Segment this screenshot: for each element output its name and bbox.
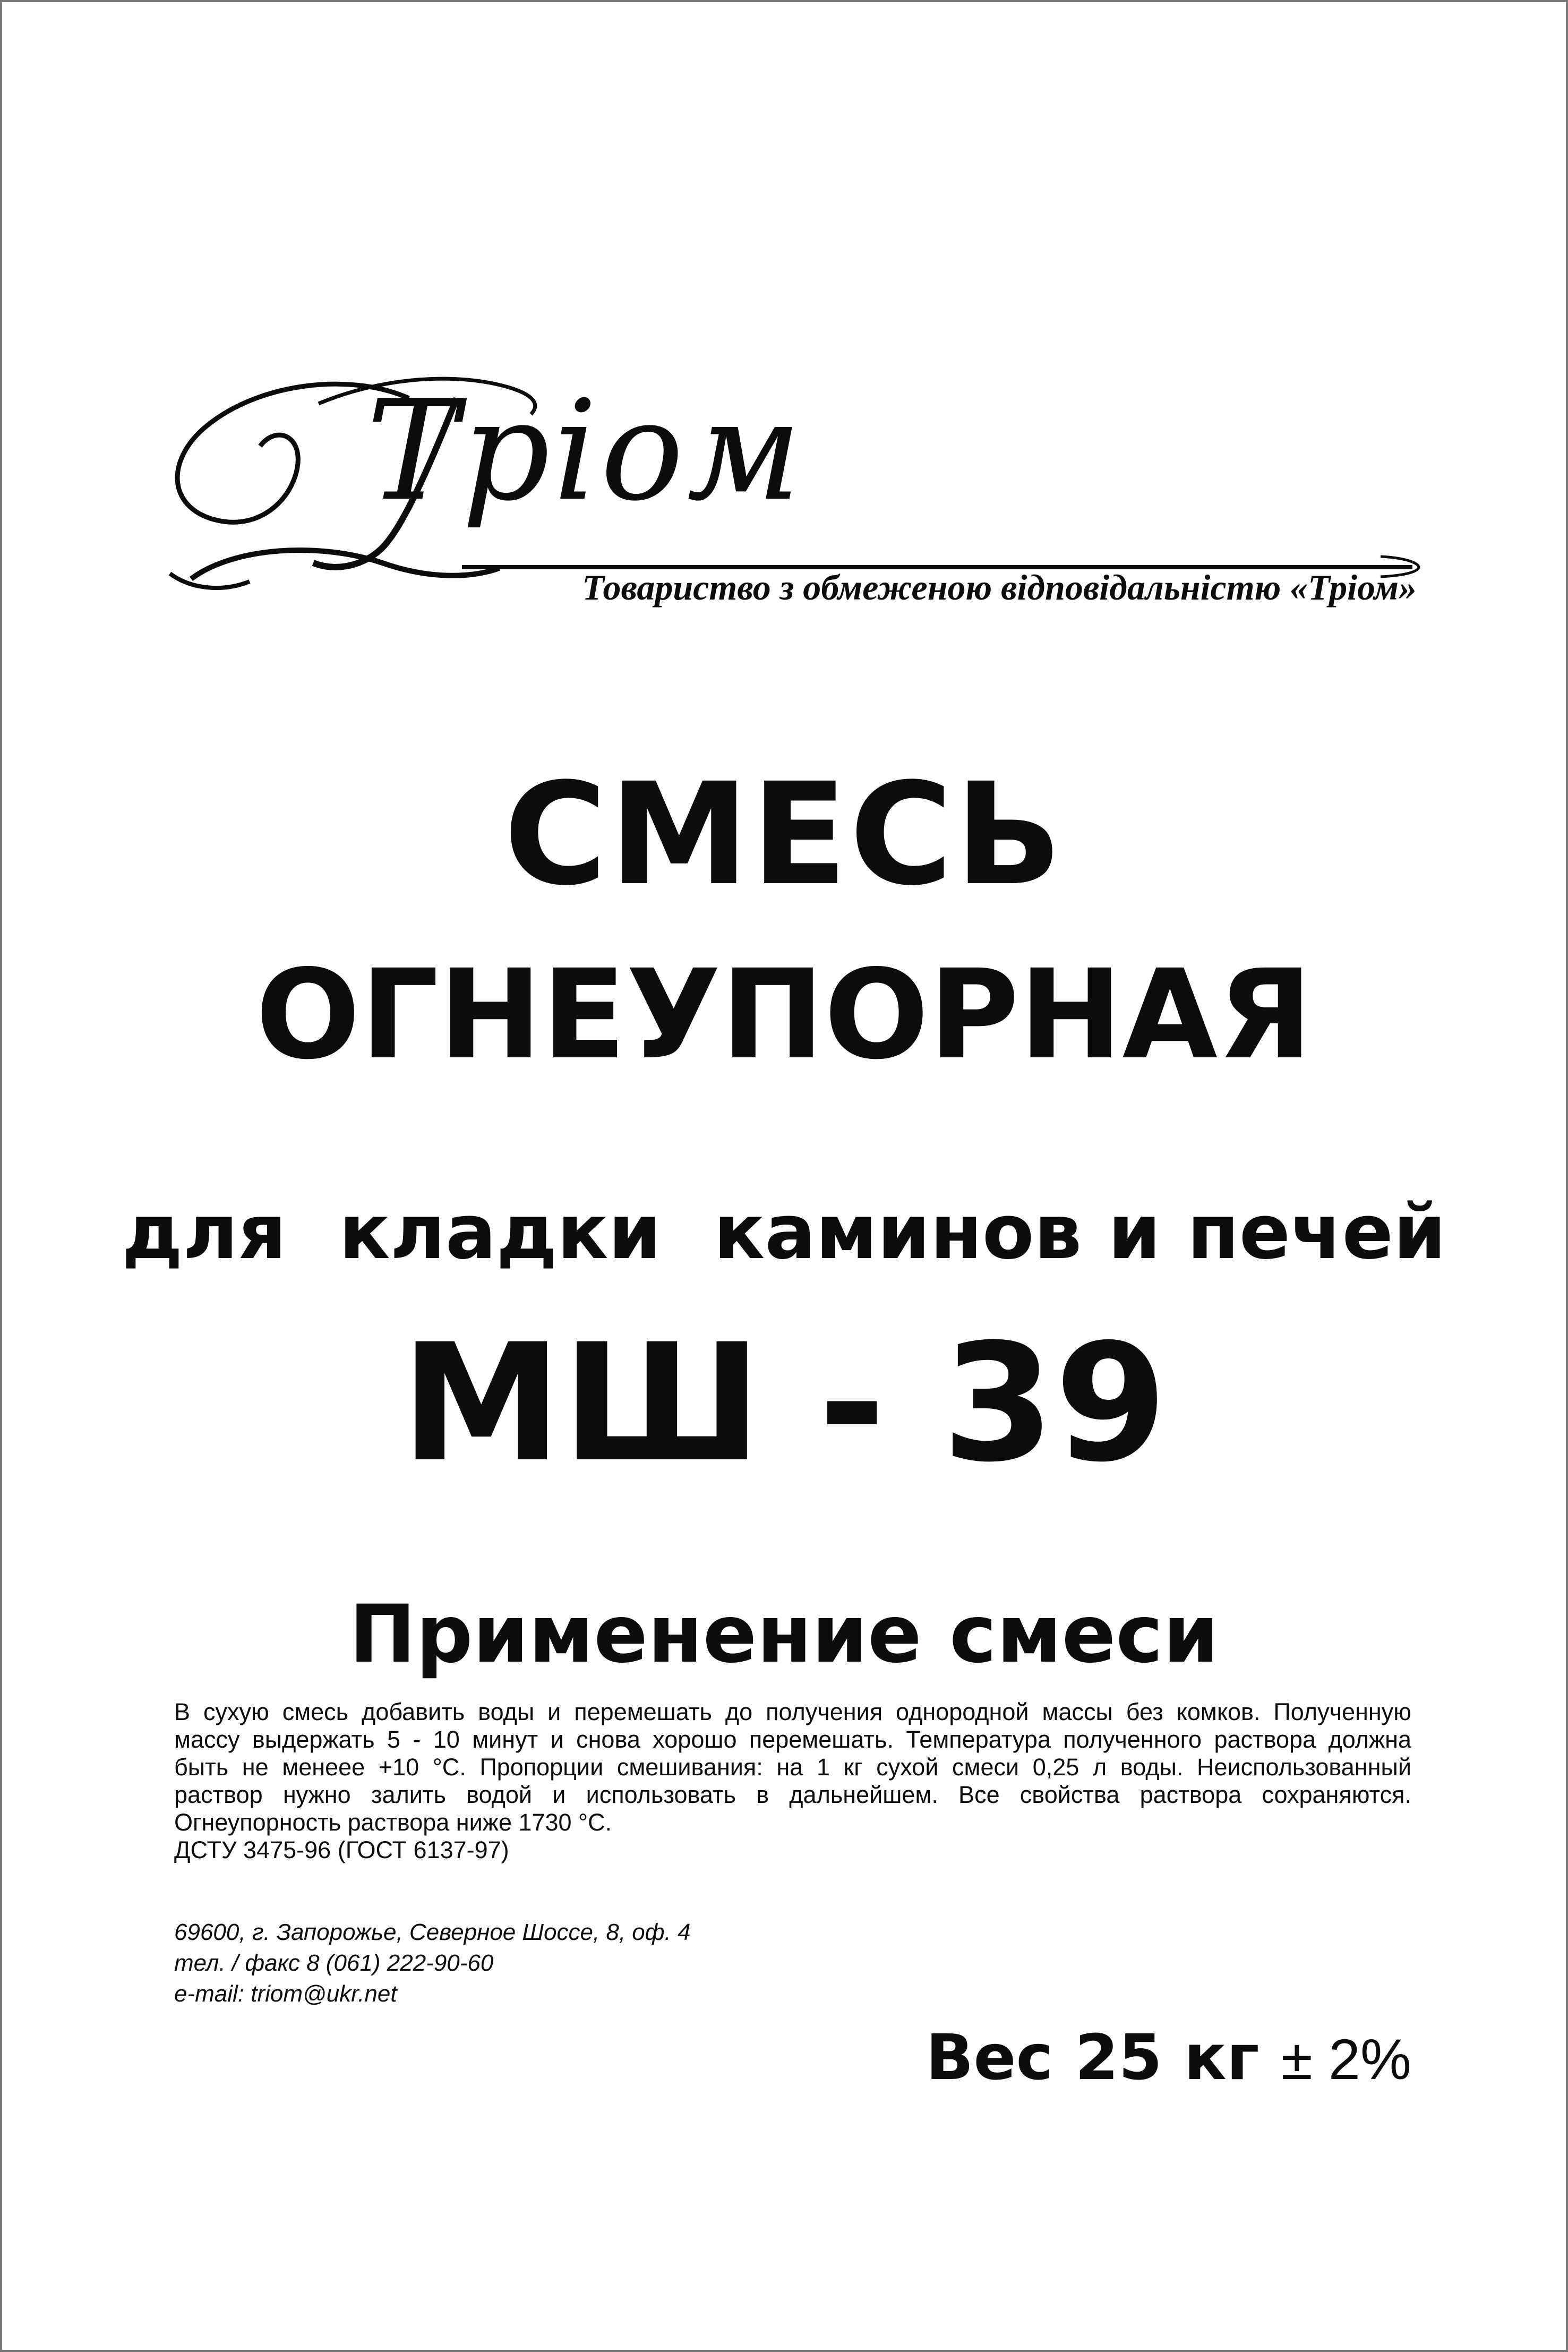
usage-line: Огнеупорность раствора ниже 1730 °С. — [174, 1809, 612, 1836]
weight-info — [926, 2021, 1412, 2094]
standard-reference: ДСТУ 3475-96 (ГОСТ 6137-97) — [174, 1836, 509, 1863]
logo-wordmark: Тріом — [366, 371, 805, 532]
product-purpose: для кладки каминов и печей — [122, 1188, 1446, 1276]
phone-fax: тел. / факс 8 (061) 222-90-60 — [174, 1950, 494, 1976]
usage-heading: Применение смеси — [349, 1588, 1219, 1681]
usage-line: раствор нужно залить водой и использовать в дальнейшем. Все свойства раствора сохраняются. — [174, 1781, 1411, 1808]
company-name: Товариство з обмеженою відповідальністю «Тріом» — [582, 567, 1417, 608]
contact-block — [174, 1917, 690, 2009]
product-code: МШ - 39 — [400, 1309, 1168, 1498]
product-title-line2: ОГНЕУПОРНАЯ — [255, 943, 1313, 1087]
weight-tolerance: ± 2% — [1281, 2027, 1411, 2091]
email: e-mail: triom@ukr.net — [174, 1981, 397, 2007]
address: 69600, г. Запорожье, Северное Шоссе, 8, оф. 4 — [174, 1919, 691, 1945]
product-title-line1: СМЕСЬ — [503, 753, 1065, 917]
usage-line: быть не менеее +10 °С. Пропорции смешивания: на 1 кг сухой смеси 0,25 л воды. Неиспользованный — [174, 1754, 1411, 1781]
usage-line: массу выдержать 5 - 10 минут и снова хорошо перемешать. Температура полученного раствора должна — [174, 1726, 1411, 1753]
weight-label: Вес 25 кг — [926, 2021, 1259, 2094]
usage-instructions — [174, 1698, 1411, 1864]
usage-line: В сухую смесь добавить воды и перемешать до получения однородной массы без комков. Полученную — [174, 1698, 1411, 1725]
